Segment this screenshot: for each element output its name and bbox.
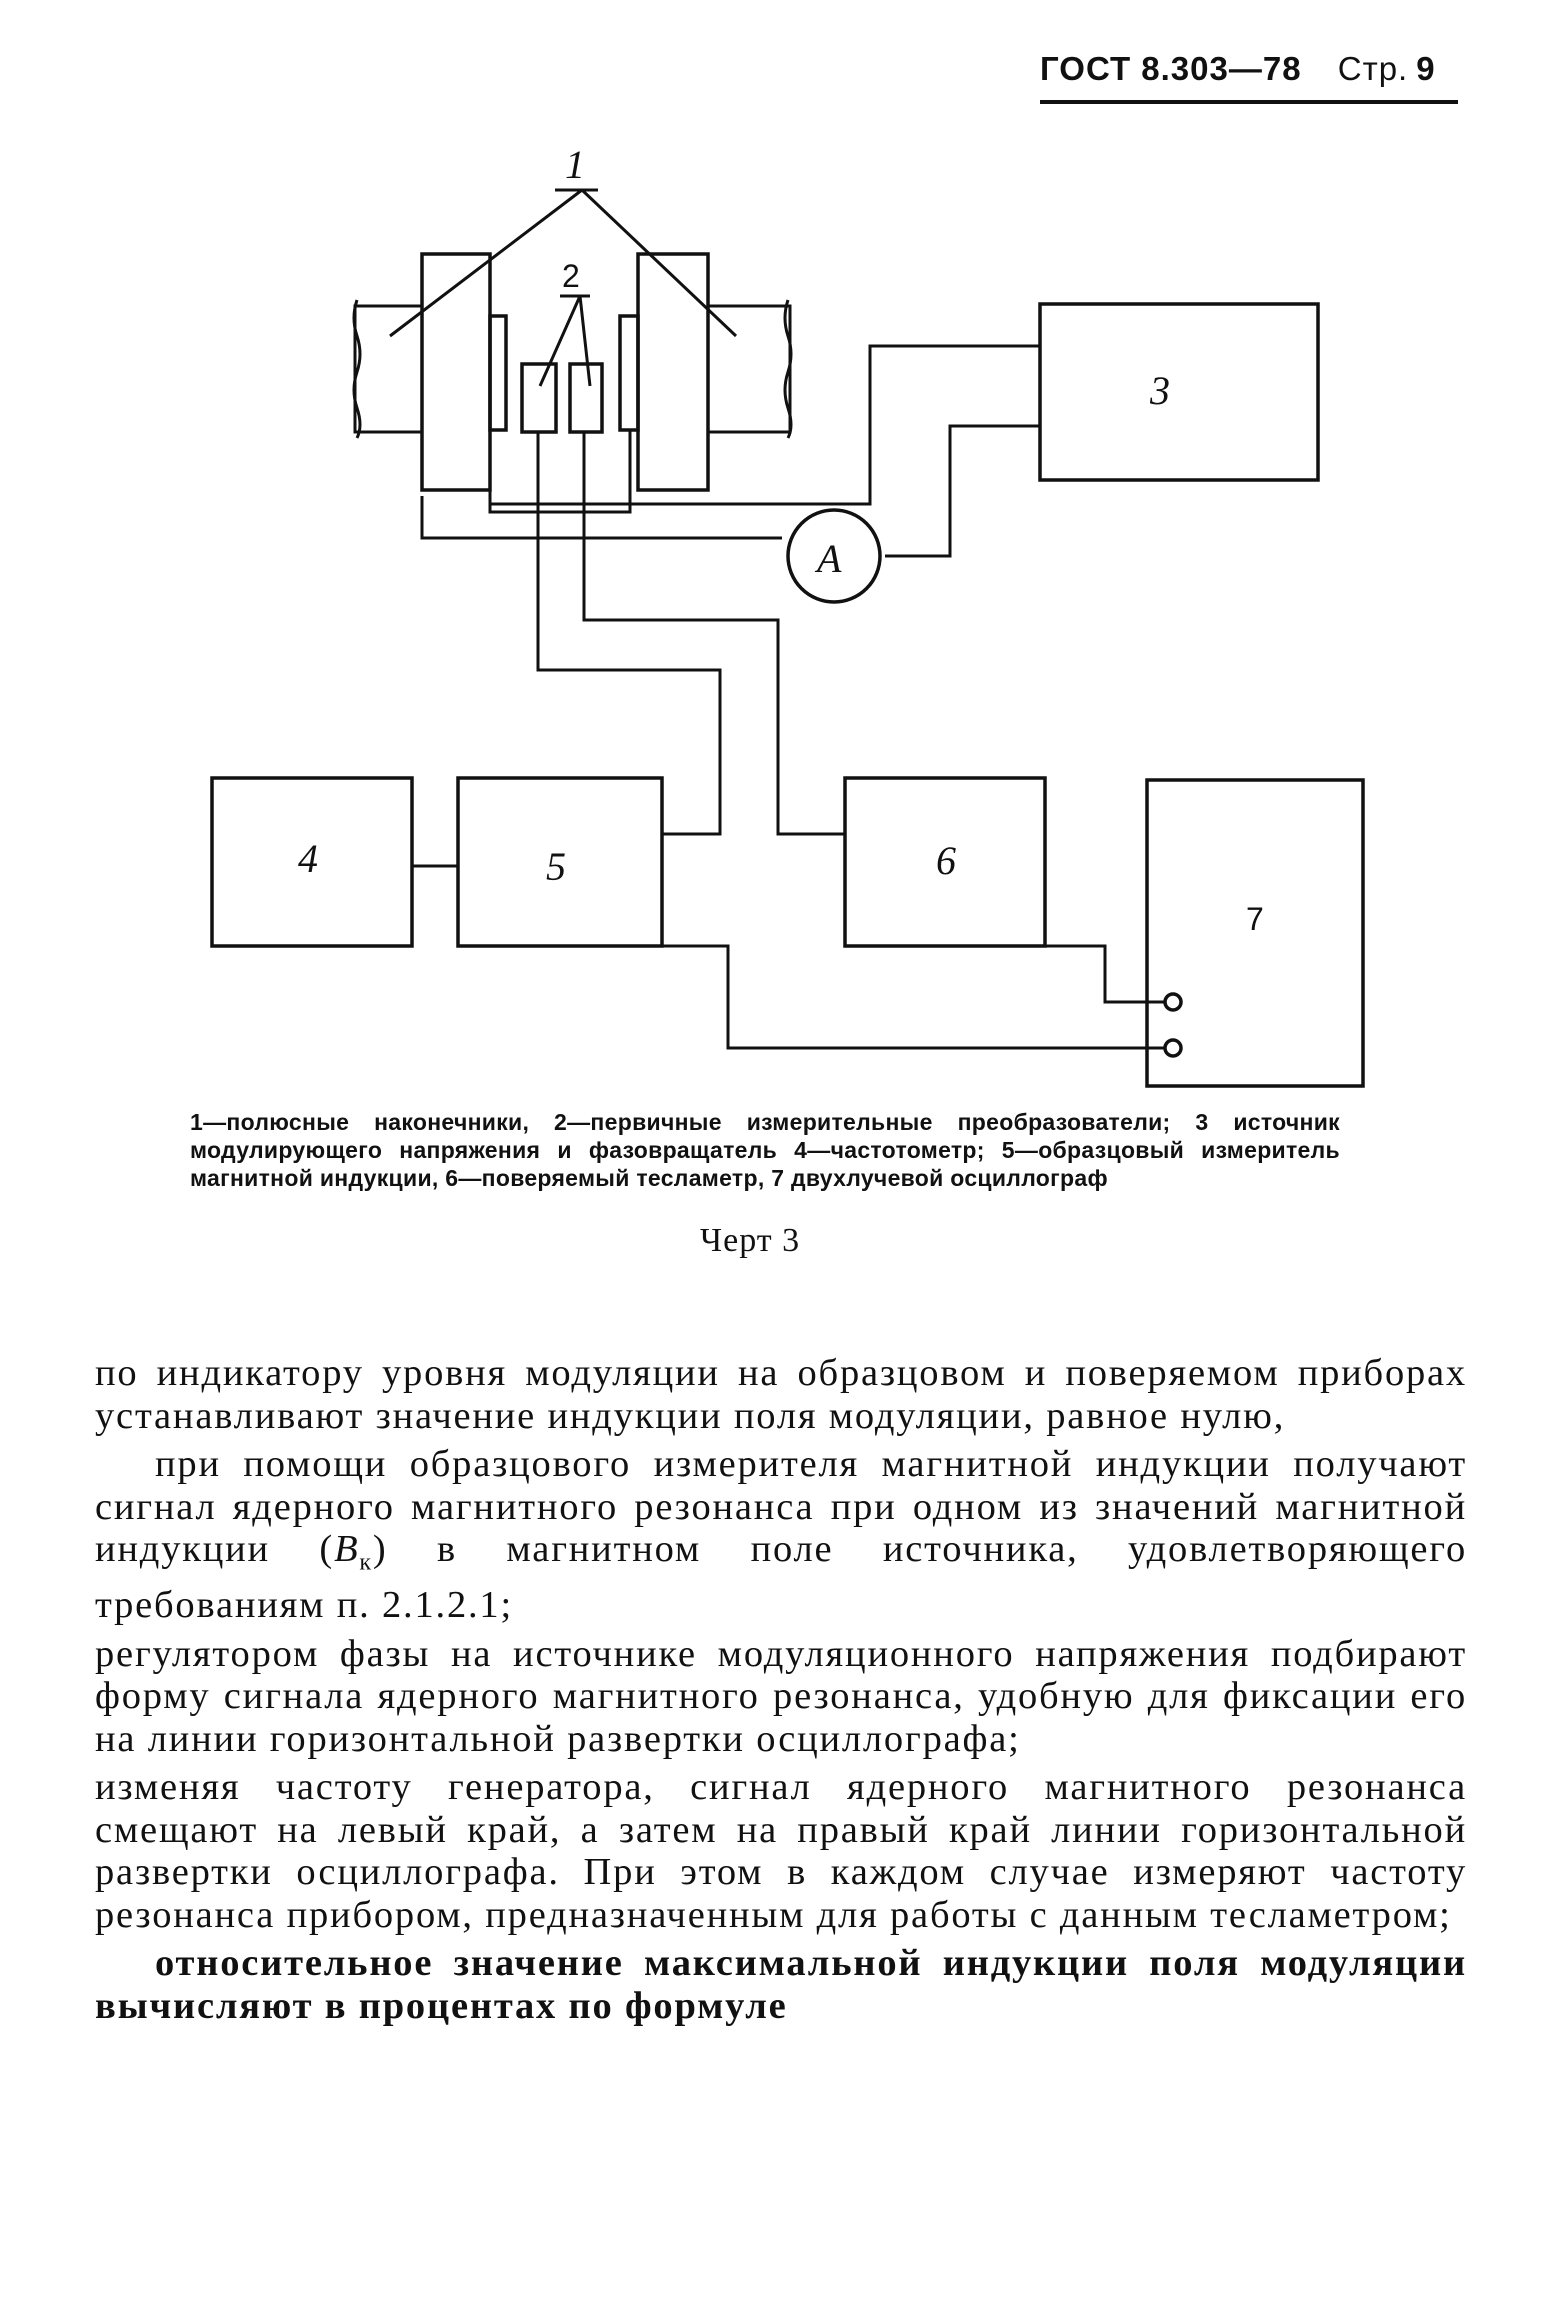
standard-number: ГОСТ 8.303—78 (1040, 50, 1302, 87)
page-number: 9 (1416, 50, 1436, 87)
block-5-label: 5 (546, 844, 566, 889)
paragraph-2: при помощи образцового измерителя магнитной индукции получают сигнал ядерного магнитного резонанса при одном из значений магнитной индукции $(B_к)$ в магнитном поле источника, удовлетворяющего требованиям п. 2.1.2.1; (95, 1443, 1467, 1627)
block-3-modulation-source (1040, 304, 1318, 480)
page-label: Стр. (1337, 50, 1409, 87)
left-magnet-core (355, 306, 422, 432)
induction-subscript: к (359, 1549, 373, 1576)
label-1: 1 (565, 142, 585, 187)
right-magnet-core (708, 306, 790, 432)
paragraph-3: регулятором фазы на источнике модуляционного напряжения подбирают форму сигнала ядерного магнитного резонанса, удобную для фиксации его на линии горизонтальной развертки осциллографа; (95, 1632, 1467, 1760)
paragraph-4: изменяя частоту генератора, сигнал ядерного магнитного резонанса смещают на левый край, а затем на правый край линии горизонтальной развертки осциллографа. При этом в каждом случае измеряют частоту резонанса прибором, предназначенным для работы с данным тесламетром; (95, 1766, 1467, 1936)
wire-5-to-7 (662, 946, 1165, 1048)
wire-transducer-right (584, 432, 845, 834)
transducer-left (522, 364, 556, 432)
oscilloscope-input-2 (1165, 1040, 1181, 1056)
body-text (95, 1352, 1467, 2033)
block-7-label: 7 (1246, 901, 1264, 937)
right-pole-piece (638, 254, 708, 490)
block-diagram (0, 0, 1568, 1120)
ammeter-label: A (817, 536, 842, 581)
paragraph-1: по индикатору уровня модуляции на образцовом и поверяемом приборах устанавливают значение индукции поля модуляции, равное нулю, (95, 1352, 1467, 1437)
oscilloscope-input-1 (1165, 994, 1181, 1010)
wire-coil-loop (422, 496, 782, 538)
left-pole-piece (422, 254, 490, 490)
wire-meter-to-source (885, 426, 1040, 556)
right-pole-face (620, 316, 638, 430)
wire-pole-face-bus (490, 430, 630, 512)
figure-legend: 1—полюсные наконечники, 2—первичные измерительные преобразователи; 3 источник модулирующего напряжения и фазовращатель 4—частотометр; 5—образцовый измеритель магнитной индукции, 6—поверяемый тесламетр, 7 двухлучевой осциллограф (190, 1109, 1340, 1191)
block-3-label: 3 (1150, 368, 1170, 413)
block-6-label: 6 (936, 838, 956, 883)
transducer-right (570, 364, 602, 432)
figure-caption: Черт 3 (700, 1222, 801, 1259)
induction-symbol: B (334, 1528, 360, 1570)
label-2: 2 (562, 258, 580, 294)
block-4-label: 4 (298, 836, 318, 881)
label-2-leaders (540, 296, 590, 386)
paragraph-5: относительное значение максимальной индукции поля модуляции вычисляют в процентах по формуле (95, 1942, 1467, 2027)
left-pole-face (490, 316, 506, 430)
